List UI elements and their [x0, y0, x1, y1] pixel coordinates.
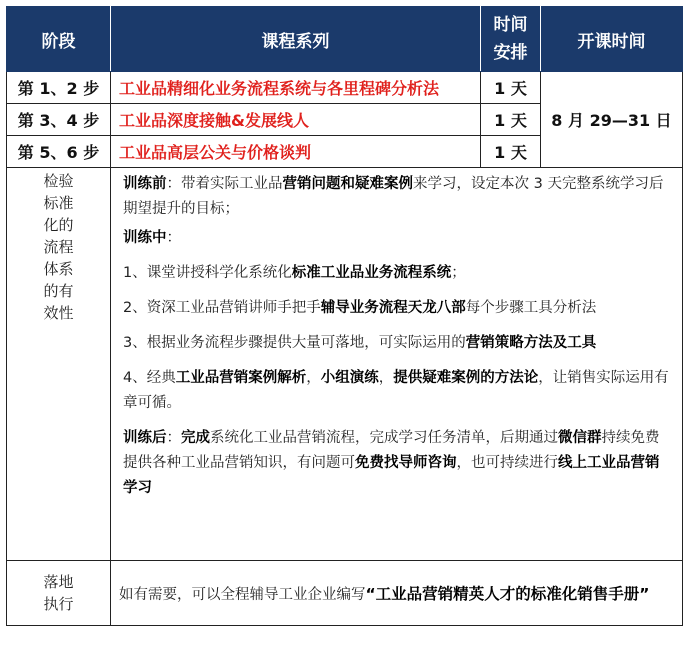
list-item: 2、资深工业品营销讲师手把手辅导业务流程天龙八部每个步骤工具分析法: [123, 300, 597, 316]
validation-side-label: 检验 标准 化的 流程 体系 的有 效性: [7, 168, 111, 561]
duration-cell: 1 天: [481, 104, 541, 136]
duration-cell: 1 天: [481, 72, 541, 104]
list-item: 3、根据业务流程步骤提供大量可落地，可实际运用的营销策略方法及工具: [123, 335, 597, 351]
step-cell: 第 5、6 步: [7, 136, 111, 168]
post-training-paragraph: 训练后：完成系统化工业品营销流程，完成学习任务清单，后期通过微信群持续免费提供各种工业品营销知识，有问题可免费找导师咨询，也可持续进行线上工业品营销学习: [123, 430, 660, 496]
step-cell: 第 3、4 步: [7, 104, 111, 136]
landing-side-label: 落地 执行: [7, 561, 111, 626]
mid-training-title: 训练中：: [123, 230, 181, 246]
table-header-row: [7, 7, 683, 72]
landing-content: 如有需要，可以全程辅导工业企业编写“工业品营销精英人才的标准化销售手册”: [111, 561, 683, 626]
validation-row: [7, 168, 683, 561]
header-time: [481, 7, 541, 72]
header-start: 开课时间: [541, 7, 683, 72]
table-row: [7, 72, 683, 104]
pre-training-paragraph: 训练前：带着实际工业品营销问题和疑难案例来学习，设定本次 3 天完整系统学习后期望提升的目标；: [123, 176, 664, 217]
validation-content: [111, 168, 683, 561]
start-date-cell: 8 月 29—31 日: [541, 72, 683, 168]
header-time-line1: 时间: [493, 15, 528, 35]
duration-cell: 1 天: [481, 136, 541, 168]
header-series: 课程系列: [111, 7, 481, 72]
step-cell: 第 1、2 步: [7, 72, 111, 104]
course-cell: 工业品精细化业务流程系统与各里程碑分析法: [111, 72, 481, 104]
course-table: [6, 6, 683, 626]
landing-row: [7, 561, 683, 626]
list-item: 1、课堂讲授科学化系统化标准工业品业务流程系统；: [123, 265, 466, 281]
course-cell: 工业品高层公关与价格谈判: [111, 136, 481, 168]
course-cell: 工业品深度接触&发展线人: [111, 104, 481, 136]
list-item: 4、经典工业品营销案例解析，小组演练，提供疑难案例的方法论，让销售实际运用有章可循。: [123, 370, 669, 411]
header-time-line2: 安排: [493, 43, 528, 63]
header-stage: 阶段: [7, 7, 111, 72]
